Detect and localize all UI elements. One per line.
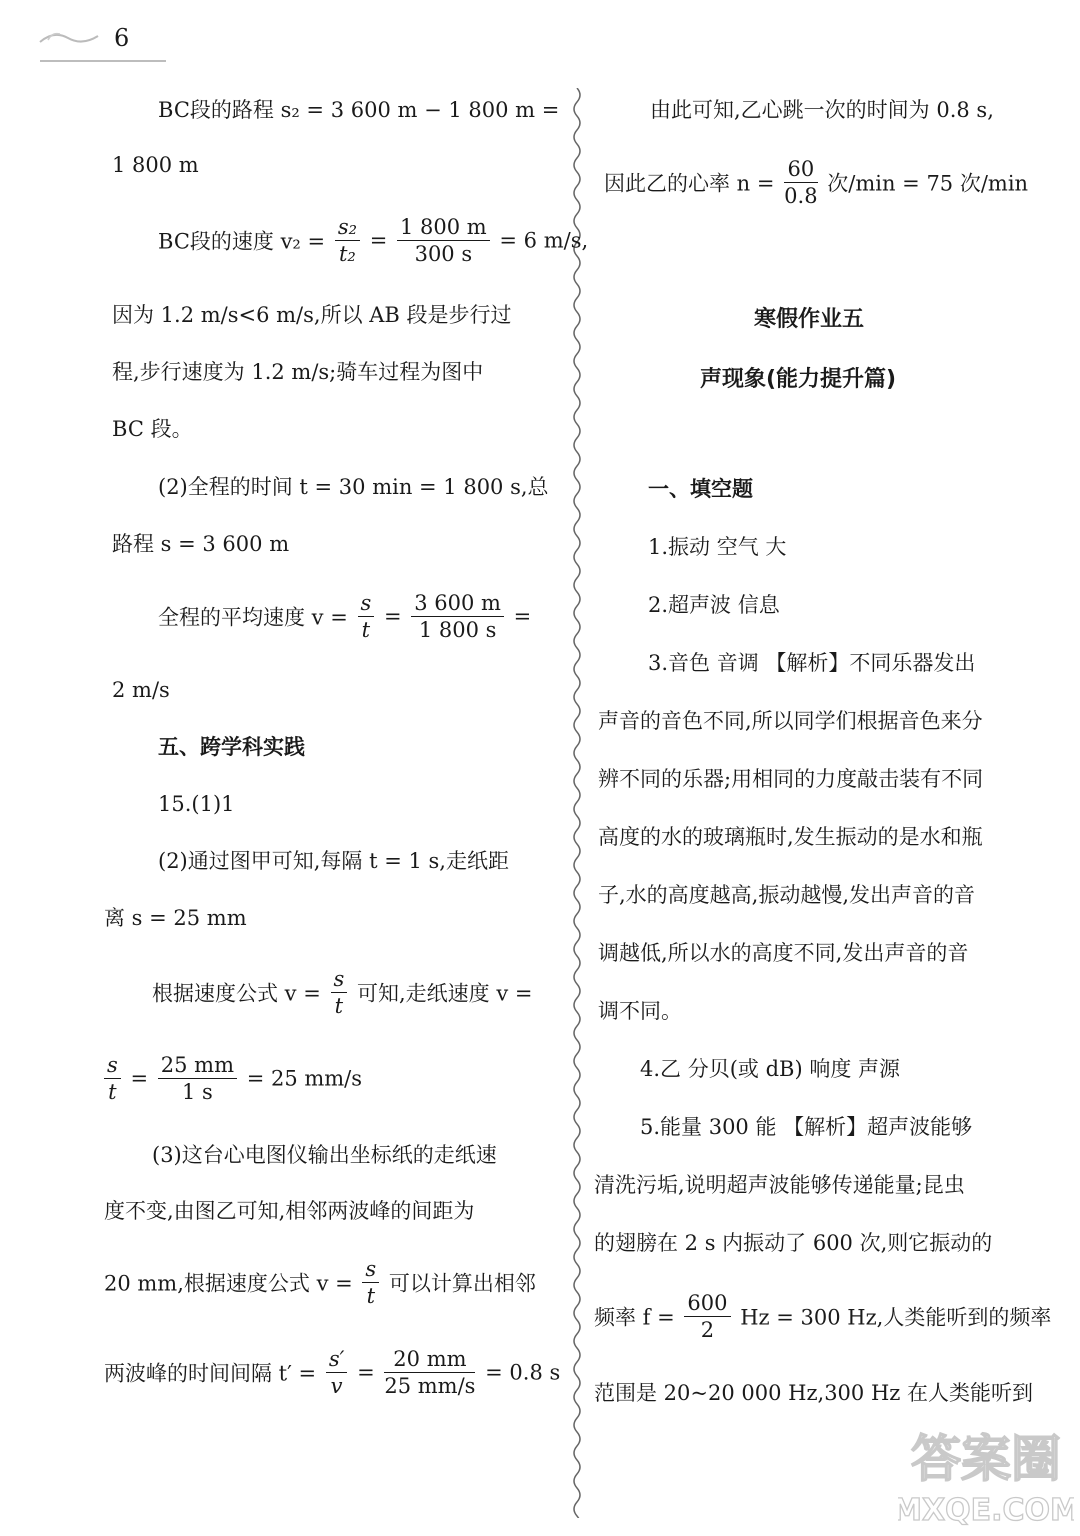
answer-2: 2.超声波 信息 (648, 593, 780, 617)
leaf-ornament-icon (36, 24, 106, 54)
fraction-numerator: s₂ (335, 214, 360, 241)
equals-sign: = (357, 1360, 375, 1385)
average-value-fraction (411, 590, 504, 643)
paper-speed-tail: = 25 mm/s (246, 1066, 363, 1091)
q15-part1: 15.(1)1 (158, 792, 235, 816)
q15-part2-line1: (2)通过图甲可知,每隔 t = 1 s,走纸距 (158, 849, 509, 873)
header-ornament (36, 24, 106, 54)
heart-rate-tail: 次/min = 75 次/min (827, 171, 1029, 196)
assignment-title: 寒假作业五 (754, 307, 865, 332)
bc-speed-tail: = 6 m/s, (499, 228, 589, 253)
fraction-numerator: s (358, 590, 375, 617)
fraction-denominator: 25 mm/s (384, 1374, 476, 1398)
para1-line3: BC 段。 (112, 417, 193, 441)
average-speed-equation (158, 590, 531, 643)
fraction-numerator: 60 (784, 156, 817, 183)
fraction-numerator: 25 mm (158, 1052, 237, 1079)
q15-part3-line2: 度不变,由图乙可知,相邻两波峰的间距为 (104, 1199, 475, 1223)
section-five-heading: 五、跨学科实践 (158, 735, 305, 759)
average-symbol-fraction (358, 590, 375, 643)
formula-lead: 根据速度公式 v = (152, 981, 321, 1006)
fraction-denominator: 1 s (181, 1080, 213, 1104)
frequency-tail: Hz = 300 Hz,人类能听到的频率 (740, 1305, 1052, 1330)
fraction-denominator: t (366, 1284, 376, 1308)
formula-tail: 可知,走纸速度 v = (356, 981, 533, 1006)
watermark-logo-icon (898, 1418, 1074, 1530)
fraction-denominator: t (361, 618, 371, 642)
line4-symbol-fraction (326, 1346, 348, 1399)
para1-line1: 因为 1.2 m/s<6 m/s,所以 AB 段是步行过 (112, 303, 512, 327)
average-speed-lead: 全程的平均速度 v = (158, 605, 348, 630)
part2-line2: 路程 s = 3 600 m (112, 532, 290, 556)
answer-3-line4: 高度的水的玻璃瓶时,发生振动的是水和瓶 (598, 825, 983, 849)
average-speed-result: 2 m/s (112, 678, 170, 702)
line4-value-fraction (384, 1346, 475, 1399)
right-line1: 由此可知,乙心跳一次的时间为 0.8 s, (650, 98, 994, 122)
speed-formula-line (152, 966, 532, 1019)
fraction-numerator: 600 (684, 1290, 730, 1317)
column-divider (567, 88, 587, 1518)
fraction-denominator: 2 (700, 1318, 715, 1342)
answer-3-line1: 3.音色 音调 【解析】不同乐器发出 (648, 651, 976, 675)
fraction-denominator: 0.8 (784, 184, 818, 208)
watermark-bottom-text: MXQE.COM (898, 1493, 1074, 1528)
fraction-numerator: s (362, 1256, 379, 1283)
fraction-denominator: t (334, 994, 344, 1018)
fraction-denominator: v (330, 1374, 343, 1398)
answer-3-line5: 子,水的高度越高,振动越慢,发出声音的音 (598, 883, 976, 907)
bc-speed-value-fraction (397, 214, 490, 267)
formula-fraction (331, 966, 348, 1019)
paper-speed-equation (104, 1052, 362, 1105)
bc-distance-line2: 1 800 m (112, 153, 199, 177)
frequency-fraction (684, 1290, 730, 1343)
bc-speed-lead: BC段的速度 v₂ = (158, 229, 326, 254)
watermark-top-text: 答案圈 (911, 1430, 1061, 1488)
q15-part2-line2: 离 s = 25 mm (104, 906, 247, 930)
fraction-numerator: s′ (326, 1346, 348, 1373)
bc-speed-equation (158, 214, 588, 267)
equals-sign: = (383, 604, 402, 629)
equals-sign: = (369, 228, 388, 253)
answer-3-line2: 声音的音色不同,所以同学们根据音色来分 (598, 709, 983, 733)
answer-5-line2: 清洗污垢,说明超声波能够传递能量;昆虫 (594, 1173, 965, 1197)
assignment-subtitle: 声现象(能力提升篇) (700, 367, 897, 392)
frequency-lead: 频率 f = (594, 1305, 675, 1330)
heart-rate-equation (604, 156, 1028, 209)
answer-3-line7: 调不同。 (598, 999, 682, 1023)
line3-fraction (362, 1256, 379, 1309)
page-number: 6 (114, 24, 130, 52)
q15-part3-line3 (104, 1256, 536, 1309)
fraction-denominator: t (108, 1080, 117, 1104)
line4-lead: 两波峰的时间间隔 t′ = (104, 1361, 317, 1386)
fraction-denominator: t₂ (338, 242, 356, 266)
line3-tail: 可以计算出相邻 (388, 1271, 536, 1296)
answer-3-line6: 调越低,所以水的高度不同,发出声音的音 (598, 941, 969, 965)
fraction-numerator: 3 600 m (411, 590, 504, 617)
q15-part3-line1: (3)这台心电图仪输出坐标纸的走纸速 (152, 1143, 497, 1167)
average-speed-tail: = (513, 604, 532, 629)
answer-5-line3: 的翅膀在 2 s 内振动了 600 次,则它振动的 (594, 1231, 993, 1255)
answer-3-line3: 辨不同的乐器;用相同的力度敲击装有不同 (598, 767, 984, 791)
answer-5-line4 (594, 1290, 1051, 1343)
fraction-numerator: s (331, 966, 348, 993)
fraction-numerator: 1 800 m (397, 214, 490, 241)
line4-tail: = 0.8 s (485, 1360, 561, 1385)
para1-line2: 程,步行速度为 1.2 m/s;骑车过程为图中 (112, 360, 484, 384)
heart-rate-fraction (784, 156, 817, 209)
fraction-numerator: s (104, 1052, 121, 1079)
bc-distance-line1: BC段的路程 s₂ = 3 600 m − 1 800 m = (158, 98, 560, 122)
part2-line1: (2)全程的时间 t = 30 min = 1 800 s,总 (158, 475, 549, 499)
answer-1: 1.振动 空气 大 (648, 535, 787, 559)
fraction-denominator: 1 800 s (418, 618, 497, 642)
paper-value-fraction (158, 1052, 237, 1105)
heart-rate-lead: 因此乙的心率 n = (604, 171, 775, 196)
equals-sign: = (130, 1066, 149, 1091)
q15-part3-line4 (104, 1346, 560, 1399)
header-rule (40, 60, 166, 62)
answer-5-line5: 范围是 20~20 000 Hz,300 Hz 在人类能听到 (594, 1381, 1034, 1405)
bc-speed-symbol-fraction (335, 214, 360, 267)
section-one-heading: 一、填空题 (648, 477, 753, 501)
answer-4: 4.乙 分贝(或 dB) 响度 声源 (640, 1057, 900, 1081)
answer-5-line1: 5.能量 300 能 【解析】超声波能够 (640, 1115, 973, 1139)
fraction-numerator: 20 mm (384, 1346, 475, 1373)
fraction-denominator: 300 s (414, 242, 473, 266)
line3-lead: 20 mm,根据速度公式 v = (104, 1271, 353, 1296)
paper-symbol-fraction (104, 1052, 121, 1105)
watermark (898, 1418, 1074, 1530)
